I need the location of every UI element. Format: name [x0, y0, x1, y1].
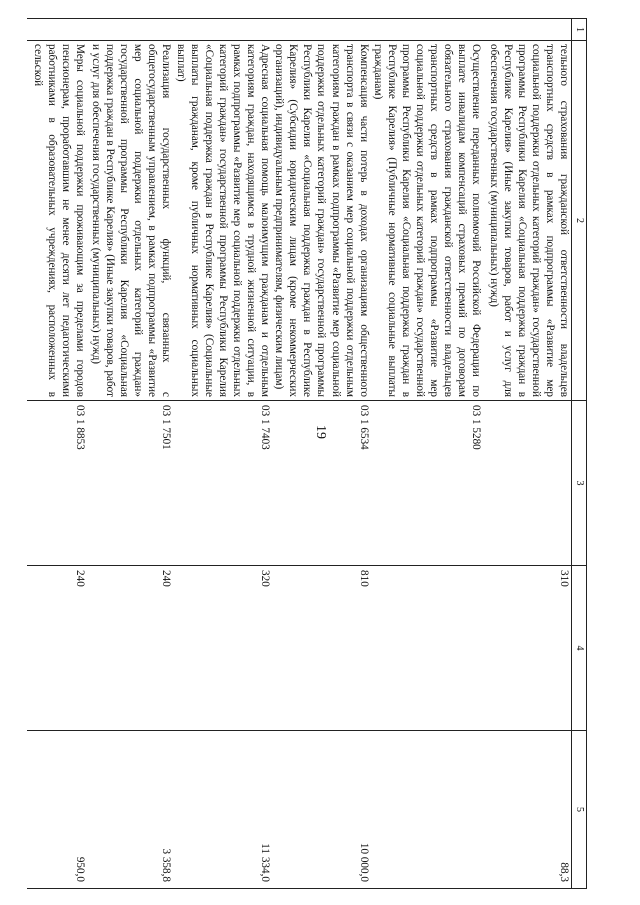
- row-description: Меры социальной поддержки проживающим за пределами городов пенсионерам, проработавшим не менее десяти лет педагогическими работниками в образовательных учреждениях, расположенных в сельской: [27, 41, 87, 401]
- row-description: Компенсация части потерь в доходах организациям общественного транспорта в связи с оказанием мер социальной поддержки отдельным категориям граждан в рамках подпрограммы «Развитие мер социальной поддержки отдельных категорий граждан» государственной программы Республики Карелия «Социальная поддержка граждан в Республике Карелия» (Субсидии юридическим лицам (кроме некоммерческих организаций), индивидуальным предпринимателям, физическим лицам): [272, 41, 371, 401]
- column-header-2: 2: [572, 41, 587, 401]
- rotated-page: [32, 18, 587, 888]
- row-kvr: [371, 566, 484, 731]
- page-number: 19: [313, 425, 328, 439]
- table-row: [371, 19, 484, 889]
- row-number: [371, 19, 484, 41]
- table-header-row: [572, 19, 587, 889]
- row-sum: 11 334,0: [173, 731, 272, 889]
- row-number: [484, 19, 572, 41]
- row-kvr: 810: [272, 566, 371, 731]
- row-sum: [371, 731, 484, 889]
- row-description: тельного страхования гражданской ответственности владельцев транспортных средств в рамках подпрограммы «Развитие мер социальной поддержки отдельных категорий граждан» государственной программы Республики Карелия «Социальная поддержка граждан в Республике Карелия» (Иные закупки товаров, работ и услуг для обеспечения государственных (муниципальных) нужд): [484, 41, 572, 401]
- row-code: [484, 401, 572, 566]
- table-row: [484, 19, 572, 889]
- row-number: [173, 19, 272, 41]
- column-header-1: 1: [572, 19, 587, 41]
- row-number: [87, 19, 173, 41]
- row-sum: 3 358,8: [87, 731, 173, 889]
- row-description: Реализация государственных функций, связанных с общегосударственным управлением, в рамках подпрограммы «Развитие мер социальной поддержки отдельных категорий граждан» государственной программы Республики Карелия «Социальная поддержка граждан в Республике Карелия» (Иные закупки товаров, работ и услуг для обеспечения государственных (муниципальных) нужд): [87, 41, 173, 401]
- row-sum: 950,0: [27, 731, 87, 889]
- row-number: [272, 19, 371, 41]
- row-sum: 88,3: [484, 731, 572, 889]
- row-kvr: 240: [87, 566, 173, 731]
- table-row: [87, 19, 173, 889]
- table-row: [27, 19, 87, 889]
- row-sum: 10 000,0: [272, 731, 371, 889]
- table-row: [272, 19, 371, 889]
- row-description: Адресная социальная помощь малоимущим гражданам и отдельным категориям граждан, находящимся в трудной жизненной ситуации, в рамках подпрограммы «Развитие мер социальной поддержки отдельных категорий граждан» государственной программы Республики Карелия «Социальная поддержка граждан в Республике Карелия» (Социальные выплаты гражданам, кроме публичных нормативных социальных выплат): [173, 41, 272, 401]
- table-row: [173, 19, 272, 889]
- row-code: 03 1 7501: [87, 401, 173, 566]
- row-kvr: 310: [484, 566, 572, 731]
- column-header-3: 3: [572, 401, 587, 566]
- row-number: [27, 19, 87, 41]
- budget-table: [27, 18, 587, 889]
- row-description: Осуществление переданных полномочий Российской Федерации по выплате инвалидам компенсаций страховых премий по договорам обязательного страхования гражданской ответственности владельцев транспортных средств в рамках подпрограммы «Развитие мер социальной поддержки отдельных категорий граждан» государственной программы Республики Карелия «Социальная поддержка граждан в Республике Карелия» (Публичные нормативные социальные выплаты гражданам): [371, 41, 484, 401]
- row-kvr: 320: [173, 566, 272, 731]
- row-code: 03 1 6534: [272, 401, 371, 566]
- rotated-content: [32, 18, 587, 888]
- row-code: 03 1 7403: [173, 401, 272, 566]
- row-code: 03 1 5280: [371, 401, 484, 566]
- row-code: 03 1 8853: [27, 401, 87, 566]
- row-kvr: 240: [27, 566, 87, 731]
- column-header-4: 4: [572, 566, 587, 731]
- column-header-5: 5: [572, 731, 587, 889]
